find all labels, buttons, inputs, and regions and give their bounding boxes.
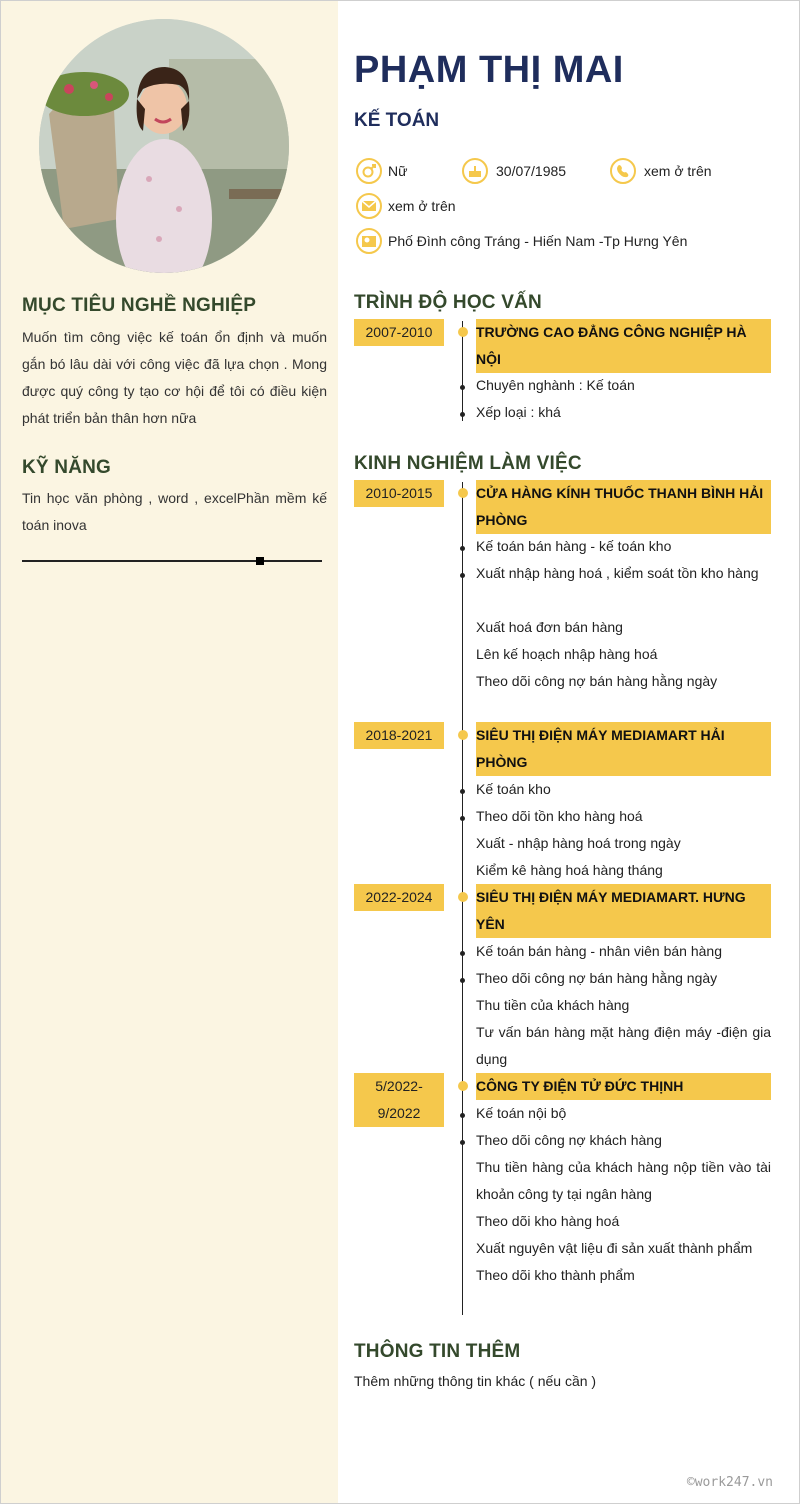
bullet-dot	[460, 816, 465, 821]
experience-item: Kế toán nội bộ	[476, 1105, 567, 1121]
skill-level-bar	[22, 560, 322, 562]
experience-item: Kế toán kho	[476, 781, 551, 797]
profile-photo-illustration	[39, 19, 289, 273]
gender-value: Nữ	[388, 163, 408, 179]
extra-info-text: Thêm những thông tin khác ( nếu cần )	[354, 1373, 597, 1389]
experience-date-end: 9/2022	[377, 1105, 421, 1121]
company-name: SIÊU THỊ ĐIỆN MÁY MEDIAMART HẢI PHÒNG	[476, 722, 771, 776]
education-item: Xếp loại : khá	[476, 404, 561, 420]
experience-item: Xuất nguyên vật liệu đi sản xuất thành phẩm	[476, 1240, 753, 1256]
email-icon	[356, 193, 382, 219]
education-item: Chuyên nghành : Kế toán	[476, 377, 635, 393]
phone-icon	[610, 158, 638, 184]
experience-date: 2022-2024	[354, 884, 444, 911]
profile-photo	[39, 19, 289, 273]
objective-title: MỤC TIÊU NGHỀ NGHIỆP	[22, 295, 257, 316]
phone-value: xem ở trên	[644, 163, 712, 179]
experience-date: 2018-2021	[354, 722, 444, 749]
timeline-dot	[458, 892, 468, 902]
timeline-dot	[458, 1081, 468, 1091]
footer-watermark: ©work247.vn	[686, 1475, 773, 1490]
email-info	[356, 193, 456, 219]
experience-item: Lên kế hoạch nhập hàng hoá	[476, 646, 658, 662]
phone-info	[610, 158, 712, 184]
experience-date	[354, 1073, 444, 1127]
cake-icon	[462, 158, 490, 184]
bullet-dot	[460, 978, 465, 983]
experience-item: Theo dõi công nợ bán hàng hằng ngày	[476, 970, 718, 986]
experience-item: Kế toán bán hàng - nhân viên bán hàng	[476, 943, 722, 959]
gender-info	[356, 158, 407, 184]
skills-text: Tin học văn phòng , word , excelPhần mềm kế toán inova	[22, 490, 327, 533]
timeline-dot	[458, 327, 468, 337]
address-value: Phố Đình công Tráng - Hiến Nam -Tp Hưng Yên	[388, 233, 688, 249]
job-title: KẾ TOÁN	[354, 110, 440, 131]
company-name: CỬA HÀNG KÍNH THUỐC THANH BÌNH HẢI PHÒNG	[476, 480, 771, 534]
experience-title: KINH NGHIỆM LÀM VIỆC	[354, 453, 582, 474]
bullet-dot	[460, 385, 465, 390]
experience-item: Xuất hoá đơn bán hàng	[476, 619, 623, 635]
experience-item: Theo dõi tồn kho hàng hoá	[476, 808, 643, 824]
bullet-dot	[460, 412, 465, 417]
experience-item: Theo dõi kho thành phẩm	[476, 1267, 635, 1283]
experience-item: Kế toán bán hàng - kế toán kho	[476, 538, 672, 554]
experience-item: Theo dõi kho hàng hoá	[476, 1213, 620, 1229]
extra-info-title: THÔNG TIN THÊM	[354, 1341, 521, 1362]
experience-date-start: 5/2022-	[375, 1078, 423, 1094]
school-name: TRƯỜNG CAO ĐẲNG CÔNG NGHIỆP HÀ NỘI	[476, 319, 771, 373]
skill-level-marker	[256, 557, 264, 565]
bullet-dot	[460, 546, 465, 551]
timeline-dot	[458, 488, 468, 498]
objective-text: Muốn tìm công việc kế toán ổn định và muốn gắn bó lâu dài với công việc đã lựa chọn . Mong được quý công ty tạo cơ hội để tôi có điều kiện phát triển bản thân hơn nữa	[22, 329, 327, 426]
experience-item: Xuất - nhập hàng hoá trong ngày	[476, 835, 681, 851]
education-title: TRÌNH ĐỘ HỌC VẤN	[354, 292, 542, 313]
experience-item: Tư vấn bán hàng mặt hàng điện máy -điện gia dụng	[476, 1024, 771, 1067]
birthday-info	[462, 158, 566, 184]
experience-item: Thu tiền của khách hàng	[476, 997, 630, 1013]
education-date: 2007-2010	[354, 319, 444, 346]
company-name: SIÊU THỊ ĐIỆN MÁY MEDIAMART. HƯNG YÊN	[476, 884, 771, 938]
full-name: PHẠM THỊ MAI	[354, 49, 624, 91]
skills-title: KỸ NĂNG	[22, 457, 112, 478]
experience-item: Thu tiền hàng của khách hàng nộp tiền vào tài khoản công ty tại ngân hàng	[476, 1159, 771, 1202]
bullet-dot	[460, 1113, 465, 1118]
birthday-value: 30/07/1985	[496, 163, 567, 179]
bullet-dot	[460, 951, 465, 956]
address-info	[356, 228, 687, 254]
bullet-dot	[460, 1140, 465, 1145]
experience-item: Kiểm kê hàng hoá hàng tháng	[476, 862, 663, 878]
experience-date: 2010-2015	[354, 480, 444, 507]
email-value: xem ở trên	[388, 198, 456, 214]
company-name: CÔNG TY ĐIỆN TỬ ĐỨC THỊNH	[476, 1073, 771, 1100]
experience-item: Theo dõi công nợ bán hàng hằng ngày	[476, 673, 718, 689]
timeline-dot	[458, 730, 468, 740]
gender-icon	[356, 158, 382, 184]
map-pin-icon	[356, 228, 382, 254]
bullet-dot	[460, 573, 465, 578]
bullet-dot	[460, 789, 465, 794]
experience-item: Theo dõi công nợ khách hàng	[476, 1132, 662, 1148]
experience-item: Xuất nhập hàng hoá , kiểm soát tồn kho hàng	[476, 565, 759, 581]
